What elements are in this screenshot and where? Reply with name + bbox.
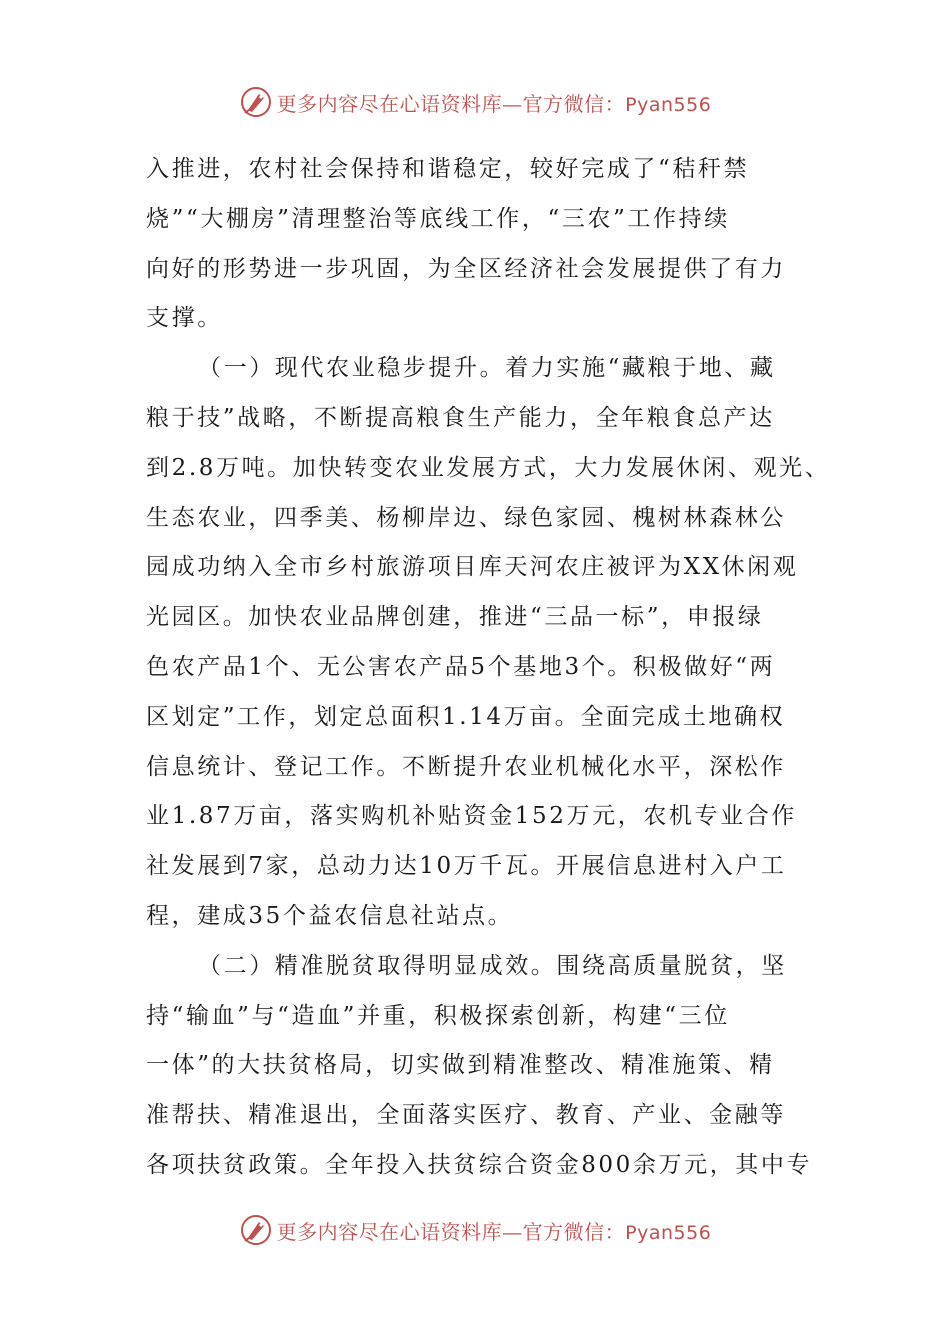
body-line: 业1.87万亩，落实购机补贴资金152万元，农机专业合作 xyxy=(146,803,797,830)
body-line: 到2.8万吨。加快转变农业发展方式，大力发展休闲、观光、 xyxy=(146,454,831,481)
body-line: 社发展到7家，总动力达10万千瓦。开展信息进村入户工 xyxy=(146,853,787,880)
body-line: 光园区。加快农业品牌创建，推进“三品一标”，申报绿 xyxy=(146,604,764,631)
banner-label: 官方微信： xyxy=(522,1219,626,1244)
banner-main-text: 更多内容尽在心语资料库 xyxy=(276,91,503,116)
body-line: 准帮扶、精准退出，全面落实医疗、教育、产业、金融等 xyxy=(146,1102,786,1129)
banner-separator: — xyxy=(502,91,523,116)
body-line: 烧”“大棚房”清理整治等底线工作，“三农”工作持续 xyxy=(146,205,730,232)
pen-nib-logo-icon xyxy=(239,85,273,119)
banner-wechat-id: Pyan556 xyxy=(625,1221,712,1244)
banner-main-text: 更多内容尽在心语资料库 xyxy=(276,1219,503,1244)
body-line: 粮于技”战略，不断提高粮食生产能力，全年粮食总产达 xyxy=(146,404,775,431)
body-line: 支撑。 xyxy=(146,305,223,332)
body-line: 信息统计、登记工作。不断提升农业机械化水平，深松作 xyxy=(146,753,786,780)
banner-label: 官方微信： xyxy=(522,91,626,116)
footer-banner xyxy=(0,1210,950,1250)
pen-nib-logo-icon xyxy=(239,1213,273,1247)
header-banner xyxy=(0,82,950,122)
body-line: 区划定”工作，划定总面积1.14万亩。全面完成土地确权 xyxy=(146,703,786,730)
document-body xyxy=(146,145,831,1191)
body-line: 持“输血”与“造血”并重，积极探索创新，构建“三位 xyxy=(146,1002,730,1029)
banner-separator: — xyxy=(502,1219,523,1244)
banner-wechat-id: Pyan556 xyxy=(625,93,712,116)
body-line: 程，建成35个益农信息社站点。 xyxy=(146,902,514,929)
body-line: 各项扶贫政策。全年投入扶贫综合资金800余万元，其中专 xyxy=(146,1151,813,1178)
banner-text xyxy=(277,88,712,117)
body-line: 生态农业，四季美、杨柳岸边、绿色家园、槐树林森林公 xyxy=(146,504,786,531)
banner-text xyxy=(277,1216,712,1245)
section-heading-line: （二）精准脱贫取得明显成效。围绕高质量脱贫，坚 xyxy=(198,952,787,979)
body-line: 入推进，农村社会保持和谐稳定，较好完成了“秸秆禁 xyxy=(146,156,750,182)
section-heading-line: （一）现代农业稳步提升。着力实施“藏粮于地、藏 xyxy=(198,355,776,382)
body-line: 向好的形势进一步巩固，为全区经济社会发展提供了有力 xyxy=(146,255,786,282)
body-line: 色农产品1个、无公害农产品5个基地3个。积极做好“两 xyxy=(146,653,776,680)
body-line: 园成功纳入全市乡村旅游项目库天河农庄被评为XX休闲观 xyxy=(146,554,799,581)
body-line: 一体”的大扶贫格局，切实做到精准整改、精准施策、精 xyxy=(146,1052,775,1079)
